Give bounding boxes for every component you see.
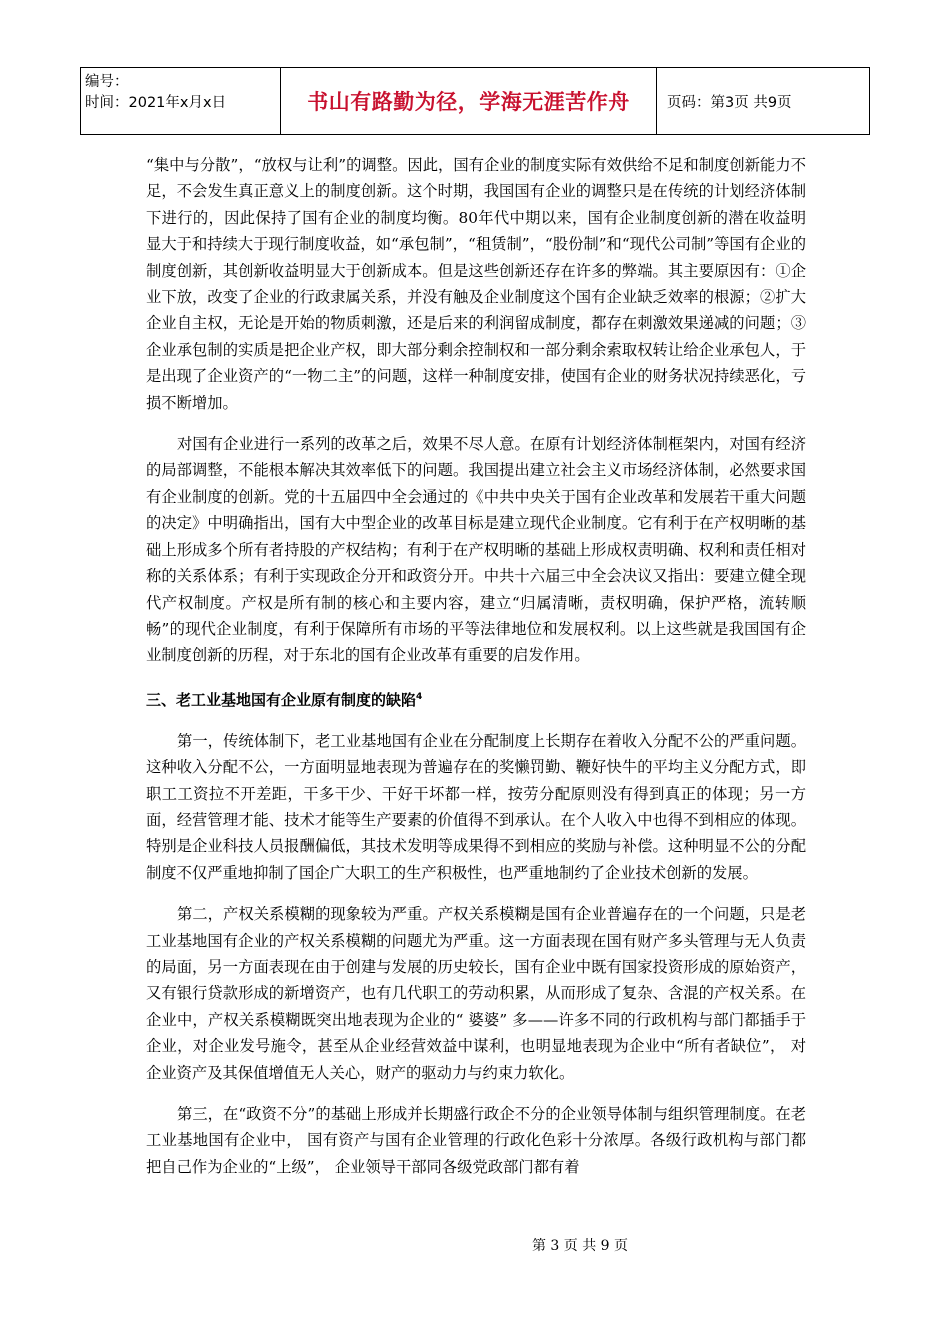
header-motto: 书山有路勤为径，学海无涯苦作舟 xyxy=(281,68,657,134)
paragraph: 第一，传统体制下，老工业基地国有企业在分配制度上长期存在着收入分配不公的严重问题。这种收入分配不公，一方面明显地表现为普遍存在的奖懒罚勤、鞭好快牛的平均主义分配方式，即职工工资拉不开差距，干多干少、干好干坏都一样，按劳分配原则没有得到真正的体现；另一方面，经营管理才能、技术才能等生产要素的价值得不到承认。在个人收入中也得不到相应的体现。特别是企业科技人员报酬偏低，其技术发明等成果得不到相应的奖励与补偿。这种明显不公的分配制度不仅严重地抑制了国企广大职工的生产积极性，也严重地制约了企业技术创新的发展。 xyxy=(146,731,806,882)
footnote-marker: 4 xyxy=(416,691,423,702)
document-body xyxy=(146,152,806,1195)
document-number-label: 编号： xyxy=(85,74,129,90)
page-header xyxy=(80,67,870,135)
section-heading-text: 三、老工业基地国有企业原有制度的缺陷 xyxy=(146,690,417,709)
page-footer xyxy=(0,1235,950,1255)
paragraph: 对国有企业进行一系列的改革之后，效果不尽人意。在原有计划经济体制框架内，对国有经济的局部调整，不能根本解决其效率低下的问题。我国提出建立社会主义市场经济体制，必然要求国有企业制度的创新。党的十五届四中全会通过的《中共中央关于国有企业改革和发展若干重大问题的决定》中明确指出，国有大中型企业的改革目标是建立现代企业制度。它有利于在产权明晰的基础上形成多个所有者持股的产权结构；有利于在产权明晰的基础上形成权责明确、权利和责任相对称的关系体系；有利于实现政企分开和政资分开。中共十六届三中全会决议又指出：要建立健全现代产权制度。产权是所有制的核心和主要内容，建立“归属清晰，责权明确，保护严格，流转顺畅”的现代企业制度，有利于保障所有市场的平等法律地位和发展权利。以上这些就是我国国有企业制度创新的历程，对于东北的国有企业改革有重要的启发作用。 xyxy=(146,435,806,665)
paragraph: 第二，产权关系模糊的现象较为严重。产权关系模糊是国有企业普遍存在的一个问题，只是老工业基地国有企业的产权关系模糊的问题尤为严重。这一方面表现在国有财产多头管理与无人负责的局面，另一方面表现在由于创建与发展的历史较长，国有企业中既有国家投资形成的原始资产，又有银行贷款形成的新增资产，也有几代职工的劳动积累，从而形成了复杂、含混的产权关系。在企业中，产权关系模糊既突出地表现为企业的“ 婆婆” 多——许多不同的行政机构与部门都插手于企业，对企业发号施令，甚至从企业经营效益中谋利，也明显地表现为企业中“所有者缺位”， 对企业资产及其保值增值无人关心，财产的驱动力与约束力软化。 xyxy=(146,905,806,1082)
header-meta xyxy=(81,68,281,134)
document-date: 时间：2021年x月x日 xyxy=(85,95,227,111)
footer-page-number: 第 3 页 共 9 页 xyxy=(531,1238,629,1254)
paragraph-continuation: “集中与分散”，“放权与让利”的调整。因此，国有企业的制度实际有效供给不足和制度创新能力不足，不会发生真正意义上的制度创新。这个时期，我国国有企业的调整只是在传统的计划经济体制下进行的，因此保持了国有企业的制度均衡。80年代中期以来，国有企业制度创新的潜在收益明显大于和持续大于现行制度收益，如“承包制”，“租赁制”，“股份制”和“现代公司制”等国有企业的制度创新，其创新收益明显大于创新成本。但是这些创新还存在许多的弊端。其主要原因有：①企业下放，改变了企业的行政隶属关系，并没有触及企业制度这个国有企业缺乏效率的根源；②扩大企业自主权，无论是开始的物质刺激，还是后来的利润留成制度，都存在刺激效果递减的问题；③企业承包制的实质是把企业产权，即大部分剩余控制权和一部分剩余索取权转让给企业承包人，于是出现了企业资产的“一物二主”的问题，这样一种制度安排，使国有企业的财务状况持续恶化，亏损不断增加。 xyxy=(146,156,806,412)
section-heading xyxy=(146,684,806,713)
header-page-info: 页码：第3页 共9页 xyxy=(667,94,792,111)
paragraph: 第三，在“政资不分”的基础上形成并长期盛行政企不分的企业领导体制与组织管理制度。在老工业基地国有企业中， 国有资产与国有企业管理的行政化色彩十分浓厚。各级行政机构与部门都把自己作为企业的“上级”， 企业领导干部同各级党政部门都有着 xyxy=(146,1105,806,1176)
